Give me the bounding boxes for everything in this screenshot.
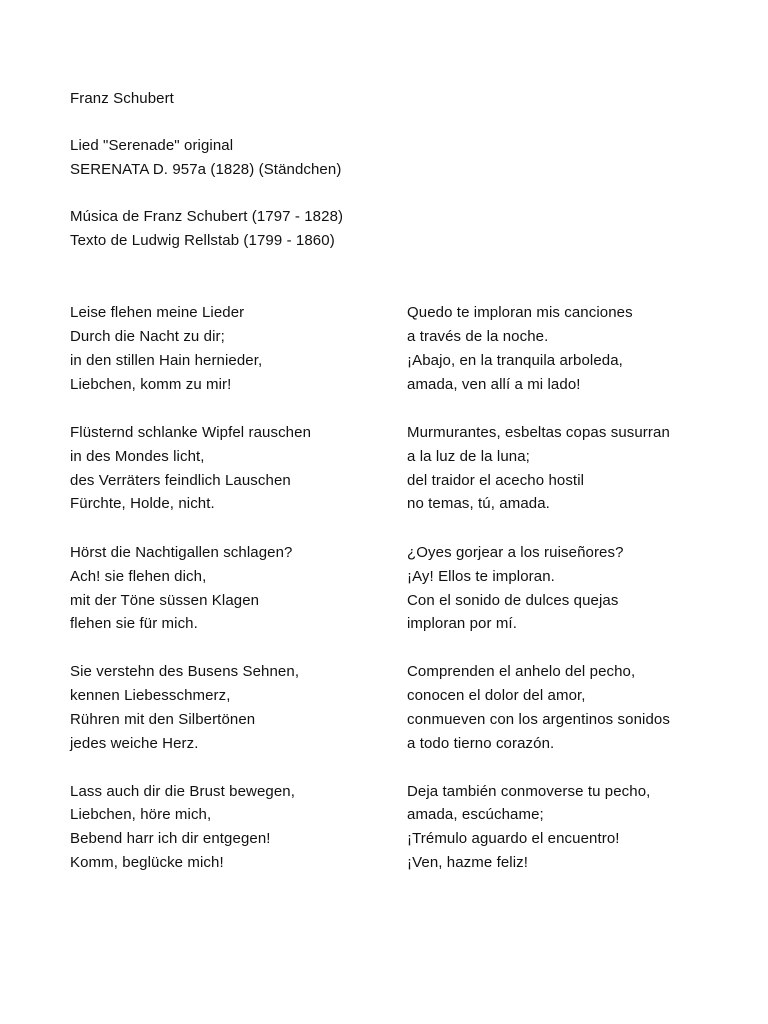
german-line: mit der Töne süssen Klagen (70, 592, 260, 609)
german-line: Komm, beglücke mich! (70, 854, 224, 871)
spanish-line: ¿Oyes gorjear a los ruiseñores? (407, 544, 624, 561)
song-catalog: SERENATA D. 957a (1828) (Ständchen) (70, 161, 342, 178)
german-line: Bebend harr ich dir entgegen! (70, 830, 271, 847)
german-line: kennen Liebesschmerz, (70, 687, 231, 704)
spanish-line: no temas, tú, amada. (407, 495, 550, 512)
spanish-line: imploran por mí. (407, 615, 517, 632)
spanish-line: ¡Ay! Ellos te imploran. (407, 568, 555, 585)
spanish-line: ¡Ven, hazme feliz! (407, 854, 529, 871)
spanish-line: Murmurantes, esbeltas copas susurran (407, 424, 670, 441)
spanish-line: Comprenden el anhelo del pecho, (407, 663, 636, 680)
spanish-line: Quedo te imploran mis canciones (407, 304, 633, 321)
spanish-line: conmueven con los argentinos sonidos (407, 711, 670, 728)
german-line: Fürchte, Holde, nicht. (70, 495, 215, 512)
spanish-line: ¡Trémulo aguardo el encuentro! (407, 830, 620, 847)
german-line: in den stillen Hain hernieder, (70, 352, 263, 369)
german-line: Ach! sie flehen dich, (70, 568, 207, 585)
text-credit: Texto de Ludwig Rellstab (1799 - 1860) (70, 232, 335, 249)
german-line: Liebchen, komm zu mir! (70, 376, 232, 393)
german-line: Flüsternd schlanke Wipfel rauschen (70, 424, 312, 441)
german-line: Lass auch dir die Brust bewegen, (70, 783, 295, 800)
spanish-line: amada, escúchame; (407, 806, 544, 823)
german-line: Durch die Nacht zu dir; (70, 328, 225, 345)
spanish-line: del traidor el acecho hostil (407, 472, 585, 489)
spanish-line: amada, ven allí a mi lado! (407, 376, 581, 393)
spanish-line: a todo tierno corazón. (407, 735, 555, 752)
german-line: des Verräters feindlich Lauschen (70, 472, 291, 489)
spanish-line: a través de la noche. (407, 328, 549, 345)
german-line: Sie verstehn des Busens Sehnen, (70, 663, 300, 680)
composer-name: Franz Schubert (70, 90, 174, 107)
german-line: in des Mondes licht, (70, 448, 205, 465)
spanish-line: Deja también conmoverse tu pecho, (407, 783, 651, 800)
german-line: jedes weiche Herz. (70, 735, 199, 752)
spanish-line: a la luz de la luna; (407, 448, 530, 465)
spanish-line: ¡Abajo, en la tranquila arboleda, (407, 352, 623, 369)
german-line: flehen sie für mich. (70, 615, 198, 632)
german-line: Leise flehen meine Lieder (70, 304, 245, 321)
german-line: Rühren mit den Silbertönen (70, 711, 256, 728)
german-line: Hörst die Nachtigallen schlagen? (70, 544, 293, 561)
music-credit: Música de Franz Schubert (1797 - 1828) (70, 208, 344, 225)
german-line: Liebchen, höre mich, (70, 806, 212, 823)
spanish-line: conocen el dolor del amor, (407, 687, 586, 704)
song-title: Lied "Serenade" original (70, 137, 234, 154)
spanish-line: Con el sonido de dulces quejas (407, 592, 619, 609)
